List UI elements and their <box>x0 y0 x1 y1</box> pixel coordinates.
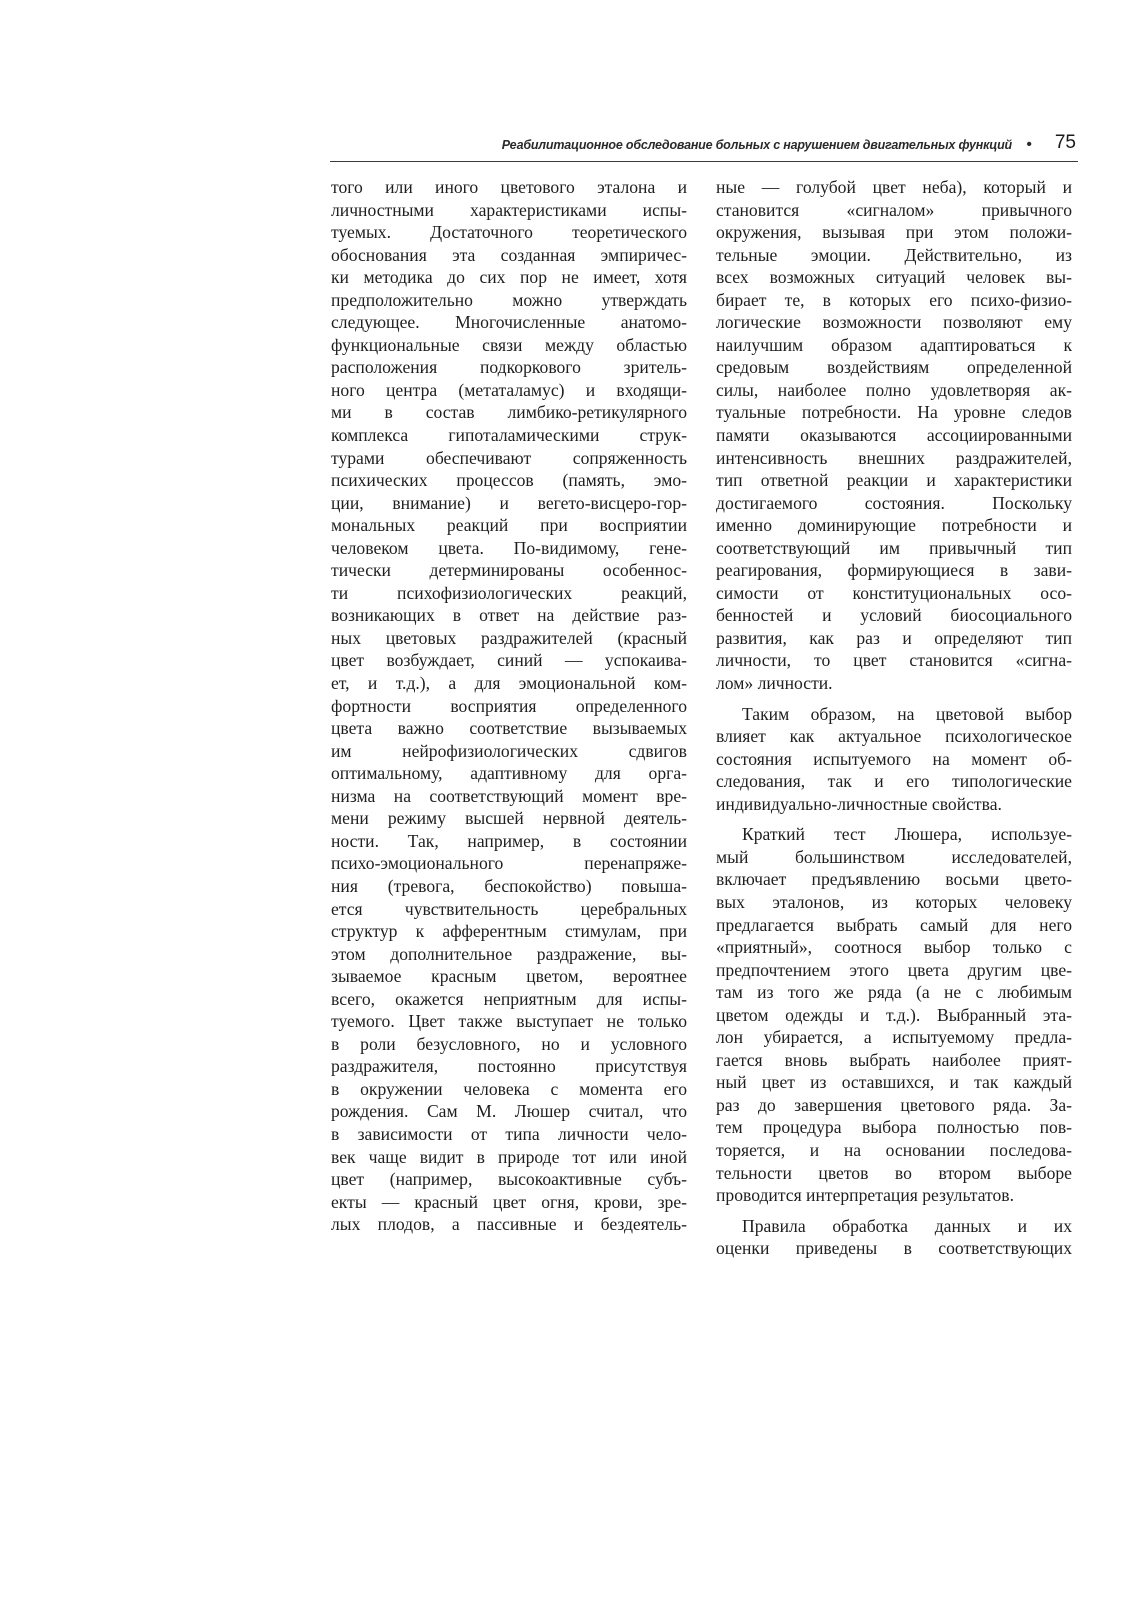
text-line: ет, и т.д.), а для эмоциональной ком- <box>331 673 687 694</box>
paragraph-gap <box>716 1207 1072 1215</box>
page-number: 75 <box>1054 132 1076 153</box>
text-line: ти психофизиологических реакций, <box>331 582 687 603</box>
text-line: средовым воздействиям определенной <box>716 357 1072 378</box>
text-line: оптимальному, адаптивному для орга- <box>331 763 687 784</box>
text-line: ного центра (метаталамус) и входящи- <box>331 379 687 400</box>
text-line: индивидуально-личностные свойства. <box>716 793 1002 814</box>
text-line: лом» личности. <box>716 673 833 694</box>
text-line: психических процессов (память, эмо- <box>331 470 687 491</box>
text-line: фортности восприятия определенного <box>331 695 687 716</box>
text-line: соответствующий им привычный тип <box>716 537 1072 558</box>
text-line: достигаемого состояния. Поскольку <box>716 492 1072 513</box>
text-line: цвета важно соответствие вызываемых <box>331 718 687 739</box>
text-line: возникающих в ответ на действие раз- <box>331 605 687 626</box>
text-line: ми в состав лимбико-ретикулярного <box>331 402 687 423</box>
text-line: вых эталонов, из которых человеку <box>716 891 1072 912</box>
text-line: комплекса гипоталамическими струк- <box>331 425 687 446</box>
text-line: того или иного цветового эталона и <box>331 177 687 197</box>
text-line: «приятный», соотнося выбор только с <box>716 937 1072 958</box>
text-line: екты — красный цвет огня, крови, зре- <box>331 1191 687 1212</box>
text-column-left <box>331 176 687 1236</box>
text-line: ности. Так, например, в состоянии <box>331 830 687 851</box>
text-line: зываемое красным цветом, вероятнее <box>331 966 687 987</box>
text-line: силы, наиболее полно удовлетворяя ак- <box>716 379 1072 400</box>
text-line: предлагается выбрать самый для него <box>716 914 1072 935</box>
text-line: личности, то цвет становится «сигна- <box>716 650 1072 671</box>
text-line: наилучшим образом адаптироваться к <box>716 334 1072 355</box>
text-line: ции, внимание) и вегето-висцеро-гор- <box>331 492 687 513</box>
text-line: симости от конституциональных осо- <box>716 582 1072 603</box>
text-line: тельности цветов во втором выборе <box>716 1162 1072 1183</box>
text-line: окружения, вызывая при этом положи- <box>716 222 1072 243</box>
text-line: тически детерминированы особеннос- <box>331 560 687 581</box>
text-line: бирает те, в которых его психо-физио- <box>716 289 1072 310</box>
text-line: тельные эмоции. Действительно, из <box>716 244 1072 265</box>
text-line: ные — голубой цвет неба), который и <box>716 177 1072 197</box>
text-column-right <box>716 176 1072 1260</box>
text-line: включает предъявлению восьми цвето- <box>716 869 1072 890</box>
text-line: ки методика до сих пор не имеет, хотя <box>331 267 687 288</box>
text-line: проводится интерпретация результатов. <box>716 1185 1015 1206</box>
text-line: мональных реакций при восприятии <box>331 515 687 536</box>
text-line: цвет возбуждает, синий — успокаива- <box>331 650 687 671</box>
text-line: торяется, и на основании последова- <box>716 1139 1072 1160</box>
text-line: век чаще видит в природе тот или иной <box>331 1146 687 1167</box>
text-line: турами обеспечивают сопряженность <box>331 447 687 468</box>
text-line: ных цветовых раздражителей (красный <box>331 627 687 648</box>
running-header-title: Реабилитационное обследование больных с нарушением двигательных функций <box>501 138 1012 152</box>
header-bullet-icon: • <box>1026 136 1032 153</box>
text-line: туемого. Цвет также выступает не только <box>331 1011 687 1032</box>
text-line: тем процедура выбора полностью пов- <box>716 1117 1072 1138</box>
text-line: низма на соответствующий момент вре- <box>331 785 687 806</box>
text-line: мый большинством исследователей, <box>716 846 1072 867</box>
text-line: следующее. Многочисленные анатомо- <box>331 312 687 333</box>
text-line: влияет как актуальное психологическое <box>716 726 1072 747</box>
text-line: раздражителя, постоянно присутствуя <box>331 1056 687 1077</box>
text-line: в роли безусловного, но и условного <box>331 1033 687 1054</box>
text-line: предпочтением этого цвета другим цве- <box>716 959 1072 980</box>
text-line: раз до завершения цветового ряда. За- <box>716 1094 1072 1115</box>
text-line: этом дополнительное раздражение, вы- <box>331 943 687 964</box>
text-line: ния (тревога, беспокойство) повыша- <box>331 875 687 896</box>
text-line: бенностей и условий биосоциального <box>716 605 1072 626</box>
text-line: туальные потребности. На уровне следов <box>716 402 1072 423</box>
text-line: Правила обработка данных и их <box>742 1215 1072 1236</box>
text-line: предположительно можно утверждать <box>331 289 687 310</box>
text-line: ный цвет из оставшихся, и так каждый <box>716 1072 1072 1093</box>
text-line: им нейрофизиологических сдвигов <box>331 740 687 761</box>
text-line: структур к афферентным стимулам, при <box>331 921 687 942</box>
text-line: человеком цвета. По-видимому, гене- <box>331 537 687 558</box>
text-line: цвет (например, высокоактивные субъ- <box>331 1169 687 1190</box>
text-line: там из того же ряда (а не с любимым <box>716 982 1072 1003</box>
text-line: памяти оказываются ассоциированными <box>716 425 1072 446</box>
text-line: гается вновь выбрать наиболее прият- <box>716 1049 1072 1070</box>
text-line: рождения. Сам М. Люшер считал, что <box>331 1101 687 1122</box>
text-line: в окружении человека с момента его <box>331 1078 687 1099</box>
text-line: развития, как раз и определяют тип <box>716 627 1072 648</box>
text-line: всего, окажется неприятным для испы- <box>331 988 687 1009</box>
text-line: лых плодов, а пассивные и бездеятель- <box>331 1214 687 1235</box>
text-line: мени режиму высшей нервной деятель- <box>331 808 687 829</box>
text-line: функциональные связи между областью <box>331 334 687 355</box>
text-line: состояния испытуемого на момент об- <box>716 748 1072 769</box>
text-line: в зависимости от типа личности чело- <box>331 1123 687 1144</box>
text-line: психо-эмоционального перенапряже- <box>331 853 687 874</box>
paragraph-gap <box>716 695 1072 703</box>
text-line: логические возможности позволяют ему <box>716 312 1072 333</box>
text-line: Таким образом, на цветовой выбор <box>742 703 1072 724</box>
text-line: оценки приведены в соответствующих <box>716 1238 1072 1259</box>
text-line: лон убирается, а испытуемому предла- <box>716 1027 1072 1048</box>
text-line: тип ответной реакции и характеристики <box>716 470 1072 491</box>
text-line: следования, так и его типологические <box>716 771 1072 792</box>
text-line: расположения подкоркового зритель- <box>331 357 687 378</box>
text-line: реагирования, формирующиеся в зави- <box>716 560 1072 581</box>
paragraph-gap <box>716 815 1072 823</box>
text-line: именно доминирующие потребности и <box>716 515 1072 536</box>
text-line: ется чувствительность церебральных <box>331 898 687 919</box>
text-line: цветом одежды и т.д.). Выбранный эта- <box>716 1004 1072 1025</box>
text-line: обоснования эта созданная эмпиричес- <box>331 244 687 265</box>
text-line: Краткий тест Люшера, используе- <box>742 824 1072 845</box>
text-line: интенсивность внешних раздражителей, <box>716 447 1072 468</box>
text-line: личностными характеристиками испы- <box>331 199 687 220</box>
text-line: туемых. Достаточного теоретического <box>331 222 687 243</box>
running-header <box>330 132 1078 162</box>
text-line: всех возможных ситуаций человек вы- <box>716 267 1072 288</box>
text-line: становится «сигналом» привычного <box>716 199 1072 220</box>
